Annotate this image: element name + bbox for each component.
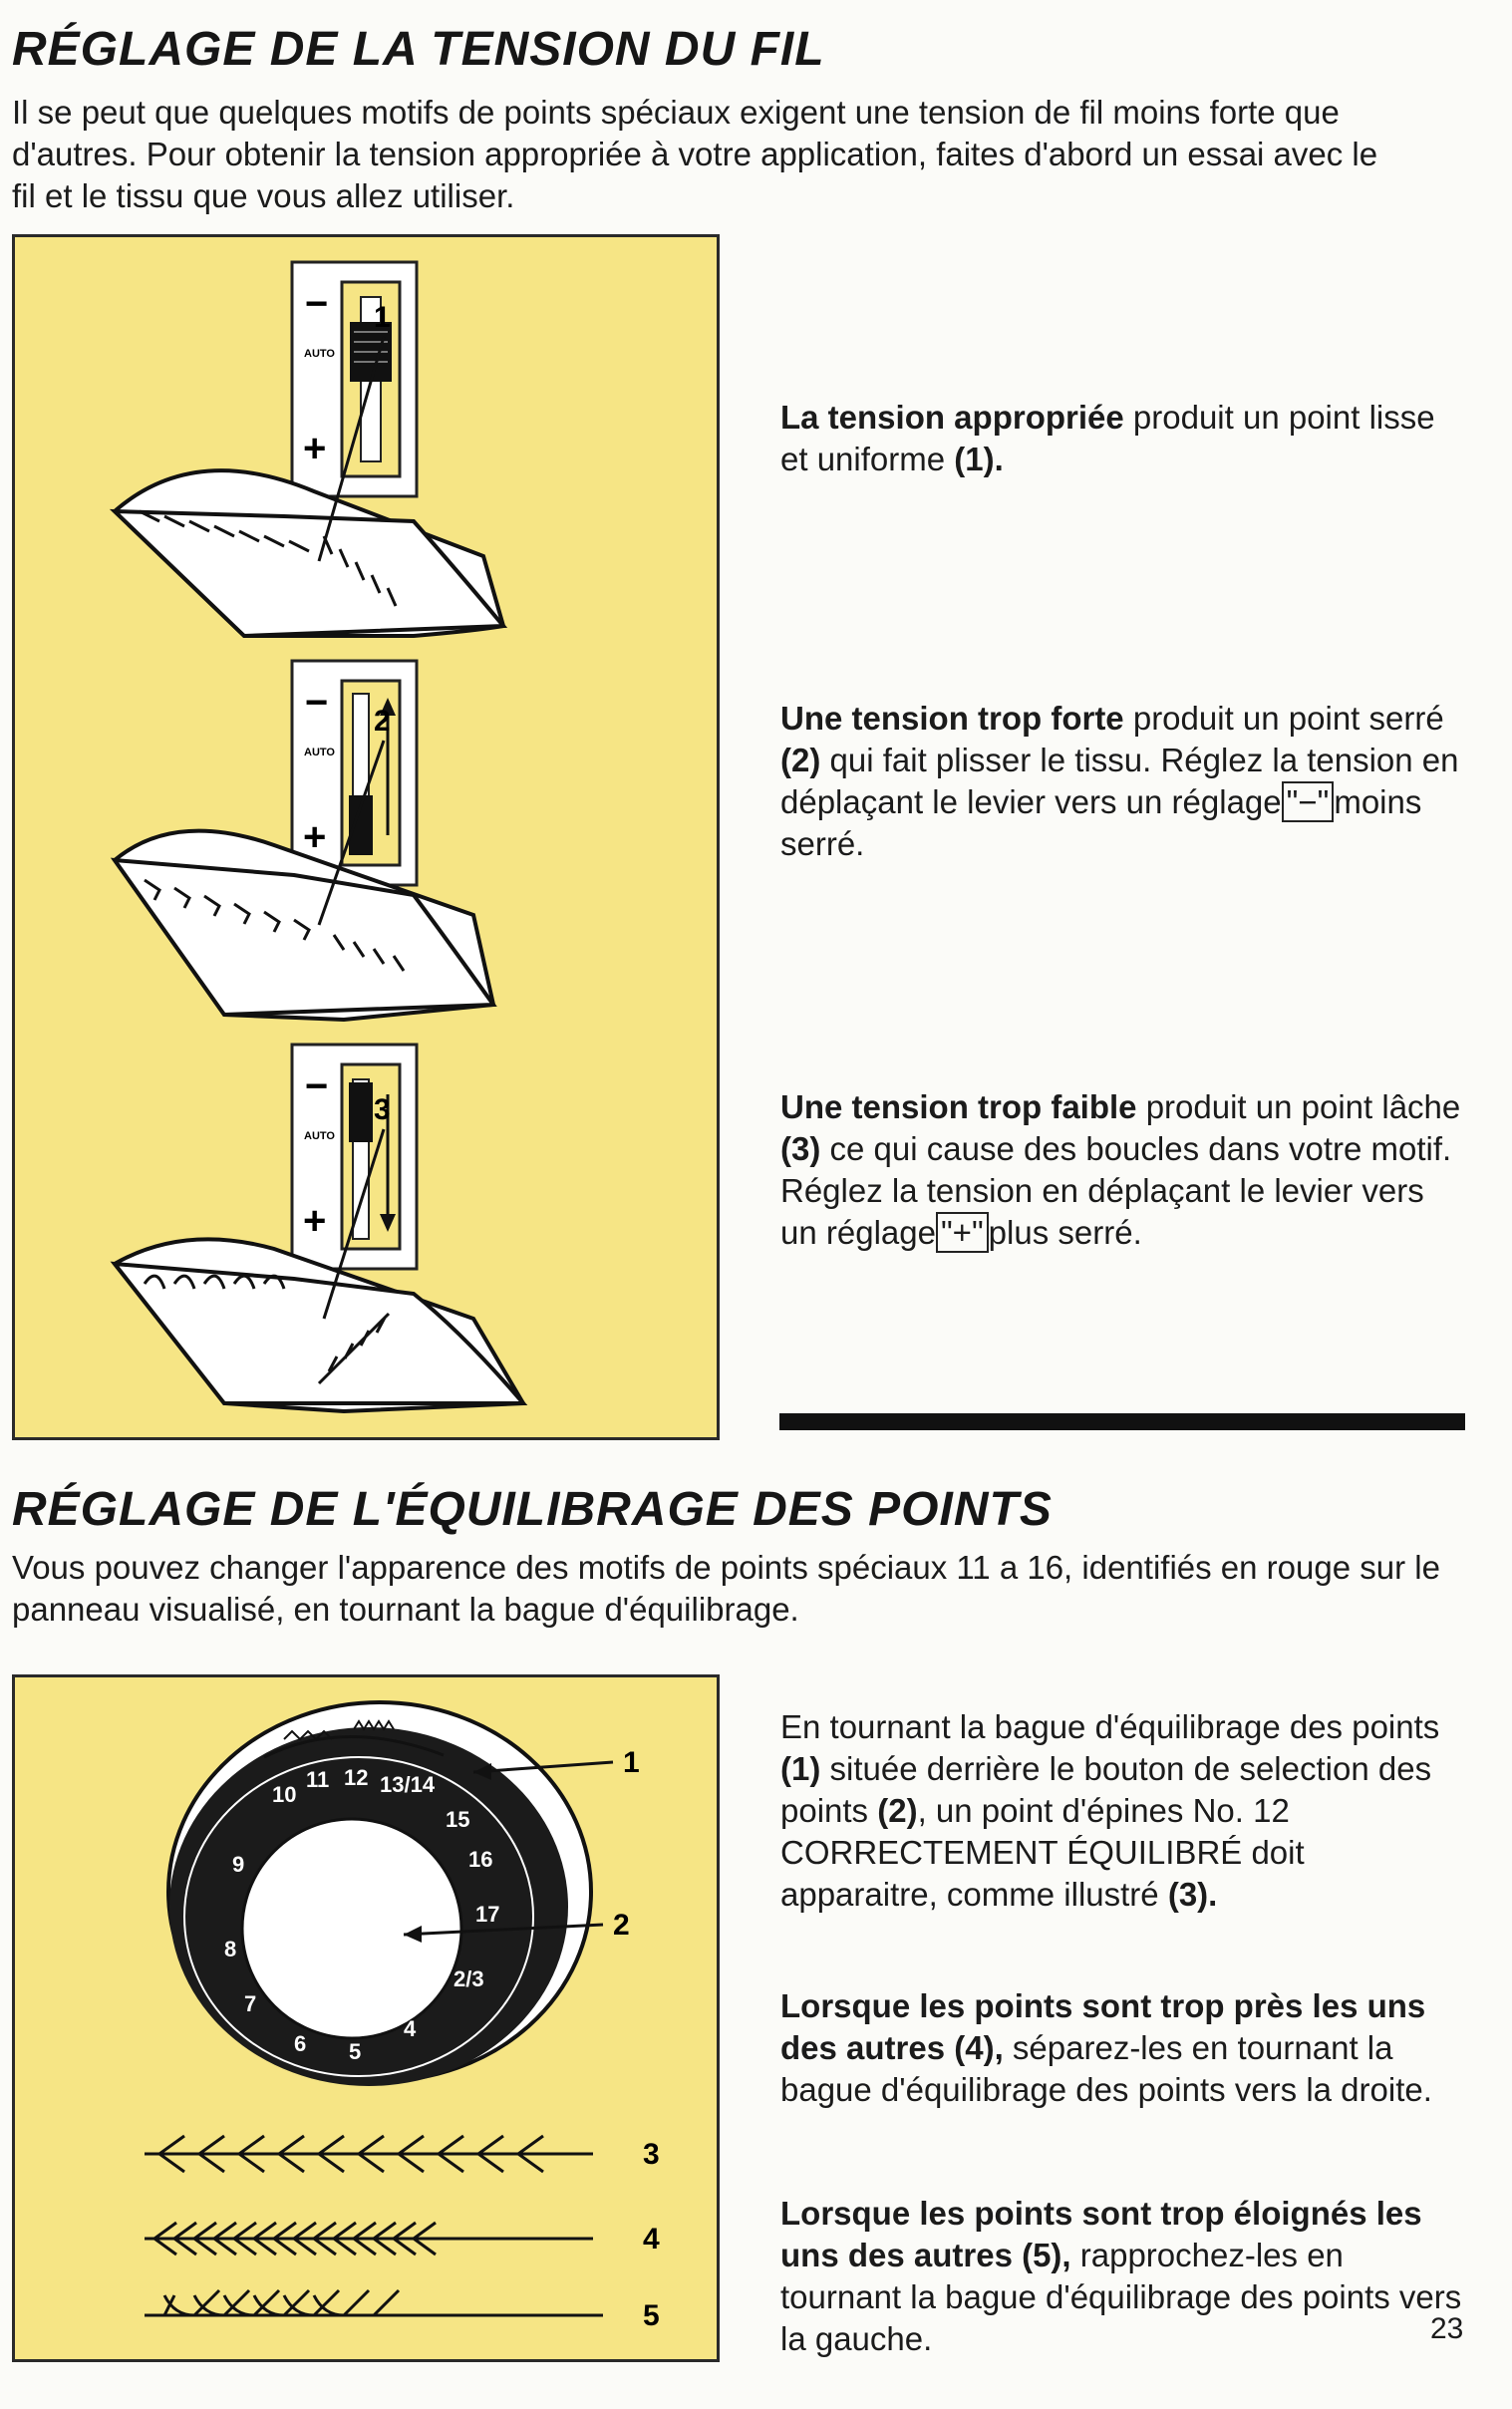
tension-dial-1 — [292, 262, 417, 496]
svg-text:−: − — [305, 1064, 329, 1108]
tension-illustration — [15, 237, 717, 1437]
balance-illustration — [15, 1677, 717, 2359]
tension-dial-2 — [292, 661, 417, 885]
callout-1: 1 — [374, 301, 391, 334]
section-title-balance: RÉGLAGE DE L'ÉQUILIBRAGE DES POINTS — [12, 1483, 1053, 1536]
stitch-sample-loose — [145, 2290, 603, 2315]
dial-number-17: 17 — [475, 1902, 500, 1927]
dial-number-12: 12 — [344, 1765, 369, 1790]
svg-text:−: − — [305, 282, 329, 326]
balance-intro: Vous pouvez changer l'apparence des motifs de points spéciaux 11 a 16, identifiés en rouge sur le panneau visualisé, en tournant la bague d'équilibrage. — [12, 1549, 1440, 1628]
callout-balance-3: 3 — [643, 2138, 660, 2171]
balance-para-3: Lorsque les points sont trop éloignés les uns des autres (5), rapprochez-les en tournant la bague d'équilibrage des points vers la gauche. — [780, 2195, 1462, 2357]
balance-figure — [12, 1674, 720, 2362]
callout-balance-4: 4 — [643, 2223, 660, 2256]
section-divider — [779, 1413, 1465, 1430]
dial-number-6: 6 — [294, 2031, 307, 2056]
tension-figure — [12, 234, 720, 1440]
svg-text:+: + — [303, 815, 327, 859]
balance-para-1: En tournant la bague d'équilibrage des points (1) située derrière le bouton de selection des points (2), un point d'épines No. 12 CORRECTEMENT ÉQUILIBRÉ doit apparaitre, comme illustré (3). — [780, 1708, 1440, 1913]
dial-number-16: 16 — [468, 1847, 493, 1872]
dial-number-15: 15 — [446, 1807, 470, 1832]
svg-text:AUTO: AUTO — [304, 348, 335, 360]
balance-dial — [168, 1702, 591, 2086]
svg-text:AUTO: AUTO — [304, 747, 335, 758]
dial-number-11: 11 — [306, 1767, 330, 1792]
tension-dial-3 — [292, 1045, 417, 1269]
callout-2: 2 — [374, 705, 391, 738]
section-title-tension: RÉGLAGE DE LA TENSION DU FIL — [12, 23, 825, 76]
svg-text:−: − — [305, 681, 329, 725]
svg-text:+: + — [303, 427, 327, 470]
callout-balance-5: 5 — [643, 2299, 660, 2332]
tension-item-1: La tension appropriée produit un point lisse et uniforme (1). — [780, 399, 1435, 477]
callout-balance-1: 1 — [623, 1746, 640, 1779]
dial-number-9: 9 — [232, 1852, 245, 1877]
fabric-sample-1 — [115, 470, 503, 636]
minus-setting-box: "−" — [1282, 781, 1335, 822]
stitch-sample-tight — [145, 2223, 593, 2255]
svg-text:AUTO: AUTO — [304, 1130, 335, 1142]
dial-number-10: 10 — [272, 1782, 297, 1807]
tension-item-3: Une tension trop faible produit un point lâche (3) ce qui cause des boucles dans votre motif. Réglez la tension en déplaçant le levier vers un réglage "+" plus serré. — [780, 1088, 1461, 1251]
dial-number-2-3: 2/3 — [454, 1966, 484, 1991]
balance-para-2: Lorsque les points sont trop près les uns des autres (4), séparez-les en tournant la bague d'équilibrage des points vers la droite. — [780, 1987, 1432, 2108]
stitch-sample-balanced — [145, 2136, 593, 2172]
page-number: 23 — [1430, 2312, 1464, 2345]
tension-intro: Il se peut que quelques motifs de points spéciaux exigent une tension de fil moins forte que d'autres. Pour obtenir la tension appropriée à votre application, faites d'abord un essai avec le fil et le tissu que vous allez utiliser. — [12, 94, 1378, 214]
tension-item-2: Une tension trop forte produit un point serré (2) qui fait plisser le tissu. Réglez la tension en déplaçant le levier vers un réglage "−" moins serré. — [780, 700, 1459, 862]
dial-number-7: 7 — [244, 1991, 257, 2016]
dial-number-4: 4 — [404, 2016, 417, 2041]
fabric-sample-3 — [115, 1239, 523, 1411]
callout-3: 3 — [374, 1093, 391, 1126]
dial-number-13-14: 13/14 — [380, 1772, 436, 1797]
dial-number-5: 5 — [349, 2039, 362, 2064]
svg-text:+: + — [303, 1199, 327, 1243]
fabric-sample-2 — [115, 831, 493, 1020]
callout-balance-2: 2 — [613, 1909, 630, 1942]
plus-setting-box: "+" — [936, 1212, 989, 1253]
dial-number-8: 8 — [224, 1937, 237, 1961]
